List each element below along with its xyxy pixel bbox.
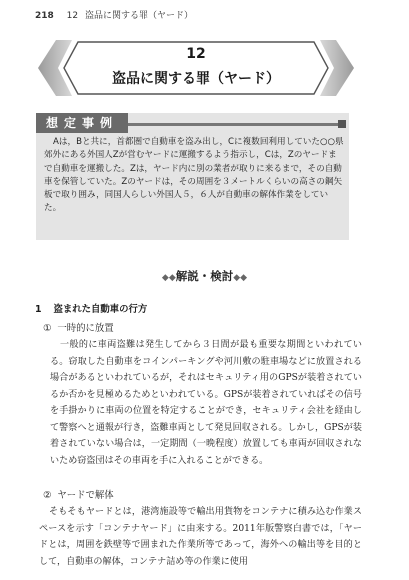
subheading-2-text: ヤードで解体	[57, 490, 114, 501]
subheading-2	[43, 487, 114, 501]
chapter-title: 盗品に関する罪（ヤード）	[112, 71, 280, 87]
section-heading	[0, 268, 409, 284]
diamond-icon: ◆◆	[161, 273, 176, 283]
subheading-1-mark: ①	[43, 323, 52, 334]
square-icon	[338, 120, 346, 128]
paragraph-1: 一般的に車両盗難は発生してから３日間が最も重要な期間といわれている。窃取した自動車をコインパーキングや河川敷の駐車場などに放置される場合があるといわれているが，それはセキュリティ用のGPSが装着されているか否かを見極めるためといわれている。GPSが装着されていればその信号を手掛かりに車両の位置を特定することができ，セキュリティ会社を経由して警察へと通報が行き，盗難車両として発見回収される。しかし，GPSが装着されていない場合は，一定期間（一晩程度）放置しても車両が回収されないため窃盗団はその車両を手に入れることができる。	[50, 340, 362, 466]
chapter-banner	[36, 38, 356, 98]
subheading-2-mark: ②	[43, 490, 52, 501]
paragraph-2: そもそもヤードとは，港湾施設等で輸出用貨物をコンテナに積み込む作業スペースを示す「コンテナヤード」に由来する。2011年版警察白書では，「ヤードとは，周囲を鉄壁等で囲まれた作業所等であって，海外への輸出等を目的として，自動車の解体，コンテナ詰め等の作業に使用	[39, 507, 362, 567]
heading-1-text: 盗まれた自動車の行方	[53, 304, 148, 315]
heading-1-number: 1	[35, 304, 42, 315]
running-head	[35, 8, 193, 21]
heading-1	[35, 301, 147, 315]
running-head-chapter: 12	[66, 11, 79, 21]
section-title: 解説・検討	[175, 269, 234, 283]
case-box	[36, 113, 349, 240]
subheading-1	[43, 320, 114, 334]
subheading-1-text: 一時的に放置	[57, 323, 114, 334]
running-head-title: 盗品に関する罪（ヤード）	[85, 11, 194, 21]
diamond-icon: ◆◆	[233, 273, 248, 283]
case-text: Aは，Bと共に，首都圏で自動車を盗み出し，Cに複数回利用していた○○県郊外にある外国人Zが営むヤードに運搬するよう指示し，Cは，Zのヤードまで自動車を運搬した。Zは，ヤード内に別の業者が取りに来るまで，その自動車を保管していた。Zのヤードは，その周囲を３メートルくらいの高さの鋼矢板で取り囲み，同国人らしい外国人５，６人が自動車の解体作業をしていた。	[44, 137, 344, 214]
chapter-number: 12	[186, 46, 206, 62]
case-divider	[128, 123, 338, 126]
page-number: 218	[35, 11, 54, 21]
case-label: 想定事例	[36, 113, 128, 133]
